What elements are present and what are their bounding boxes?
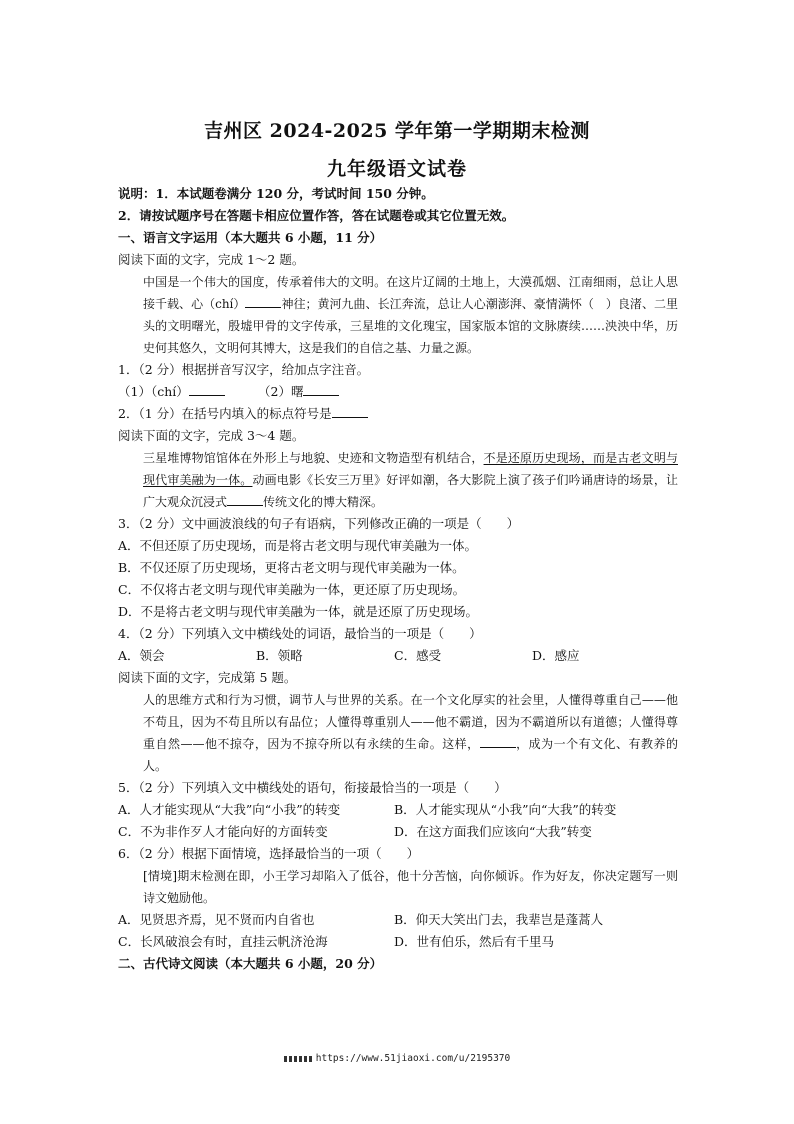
question-1-sub-a [118,381,258,403]
question-6-option-c: C．长风破浪会有时，直挂云帆济沧海 [118,934,328,949]
blank-q1b [303,383,339,396]
question-4-options [118,645,678,667]
question-5-options-row-2 [118,821,678,843]
question-5-option-d: D．在这方面我们应该向“大我”转变 [394,824,592,839]
read-instruction-2: 阅读下面的文字，完成 3～4 题。 [118,428,305,443]
note-1: 说明：1．本试题卷满分 120 分，考试时间 150 分钟。 [118,186,434,201]
blank-1 [245,295,281,308]
exam-content [118,183,678,975]
passage-2-wavy-sentence: 不是还原历史现场，而是古老文明与现代审美融为一体。 [143,451,678,487]
note-2: 2．请按试题序号在答题卡相应位置作答，答在试题卷或其它位置无效。 [118,208,515,223]
read-instruction-3: 阅读下面的文字，完成第 5 题。 [118,670,297,685]
blank-passage-3 [480,735,516,748]
question-2 [118,403,678,425]
question-4-option-a: A．领会 [118,648,165,663]
question-3-option-a: A．不但还原了历史现场，而是将古老文明与现代审美融为一体。 [118,538,478,553]
passage-3-part-b: ，成为一个有文化、有教养的人。 [143,737,678,773]
question-6-option-d: D．世有伯乐，然后有千里马 [394,934,555,949]
question-5-option-c: C．不为非作歹人才能向好的方面转变 [118,824,328,839]
passage-2-part-a: 三星堆博物馆馆体在外形上与地貌、史迹和文物造型有机结合， [143,451,484,465]
question-6-option-b: B．仰天大笑出门去，我辈岂是蓬蒿人 [394,912,604,927]
question-6-options-row-2 [118,931,678,953]
question-3-option-b: B．不仅还原了历史现场，更将古老文明与现代审美融为一体。 [118,560,465,575]
passage-2 [118,447,678,513]
page-footer [0,1053,794,1064]
passage-1-part-a: 中国是一个伟大的国度，传承着伟大的文明。在这片辽阔的土地上，大漠孤烟、江南细雨，总让人思接千载、心（chí） [143,275,678,311]
section-2-heading: 二、古代诗文阅读（本大题共 6 小题，20 分） [118,956,383,971]
question-3-option-d: D．不是将古老文明与现代审美融为一体，就是还原了历史现场。 [118,604,479,619]
passage-2-part-d: 传统文化的博大精深。 [263,495,384,509]
question-4-option-c: C．感受 [394,648,442,663]
blank-q2 [332,405,368,418]
question-5-option-b: B．人才能实现从“小我”向“大我”的转变 [394,802,617,817]
question-6-option-a: A．见贤思齐焉，见不贤而内自省也 [118,912,315,927]
question-1-sub-b-label: （2）曙 [258,384,304,399]
question-4: 4．（2 分）下列填入文中横线处的词语，最恰当的一项是（ ） [118,626,482,641]
question-1-sub-a-label: （1）（chí） [118,384,189,399]
question-5-options-row-1 [118,799,678,821]
question-6-options-row-1 [118,909,678,931]
read-instruction-1: 阅读下面的文字，完成 1～2 题。 [118,252,305,267]
passage-1 [118,271,678,359]
footer-url[interactable]: https://www.51jiaoxi.com/u/2195370 [315,1053,511,1064]
question-5: 5．（2 分）下列填入文中横线处的语句，衔接最恰当的一项是（ ） [118,780,507,795]
question-6: 6．（2 分）根据下面情境，选择最恰当的一项（ ） [118,846,420,861]
section-1-heading: 一、语言文字运用（本大题共 6 小题，11 分） [118,230,383,245]
question-4-option-b: B．领略 [256,648,303,663]
question-1: 1．（2 分）根据拼音写汉字，给加点字注音。 [118,362,370,377]
question-4-option-d: D．感应 [532,648,580,663]
question-1-parts [118,381,678,403]
question-6-context: [情境]期末检测在即，小王学习却陷入了低谷，他十分苦恼，向你倾诉。作为好友，你决定题写一则诗文勉励他。 [143,869,678,905]
exam-subtitle: 九年级语文试卷 [326,158,467,180]
question-3: 3．（2 分）文中画波浪线的句子有语病，下列修改正确的一项是（ ） [118,516,520,531]
blank-q1a [189,383,225,396]
site-logo-icon [284,1056,312,1062]
question-1-sub-b [258,381,339,403]
passage-3-part-a: 人的思维方式和行为习惯，调节人与世界的关系。在一个文化厚实的社会里，人懂得尊重自己——他不苟且，因为不苟且所以有品位；人懂得尊重别人——他不霸道，因为不霸道所以有道德；人懂得尊重自然——他不掠夺，因为不掠夺所以有永续的生命。这样， [143,693,678,751]
passage-2-part-c: 动画电影《长安三万里》好评如潮，各大影院上演了孩子们吟诵唐诗的场景，让广大观众沉浸式 [143,473,678,509]
question-2-text: 2．（1 分）在括号内填入的标点符号是 [118,406,332,421]
question-5-option-a: A．人才能实现从“大我”向“小我”的转变 [118,802,341,817]
blank-passage-2 [227,493,263,506]
question-3-option-c: C．不仅将古老文明与现代审美融为一体，更还原了历史现场。 [118,582,466,597]
passage-3 [118,689,678,777]
passage-1-part-b: 神往；黄河九曲、长江奔流，总让人心潮澎湃、豪情满怀（ ）良渚、二里头的文明曙光，殷墟甲骨的文字传承，三星堆的文化瑰宝，国家版本馆的文脉赓续……泱泱中华，历史何其悠久，文明何其博大，这是我们的自信之基、力量之源。 [143,297,678,355]
exam-title: 吉州区 2024-2025 学年第一学期期末检测 [204,120,590,142]
